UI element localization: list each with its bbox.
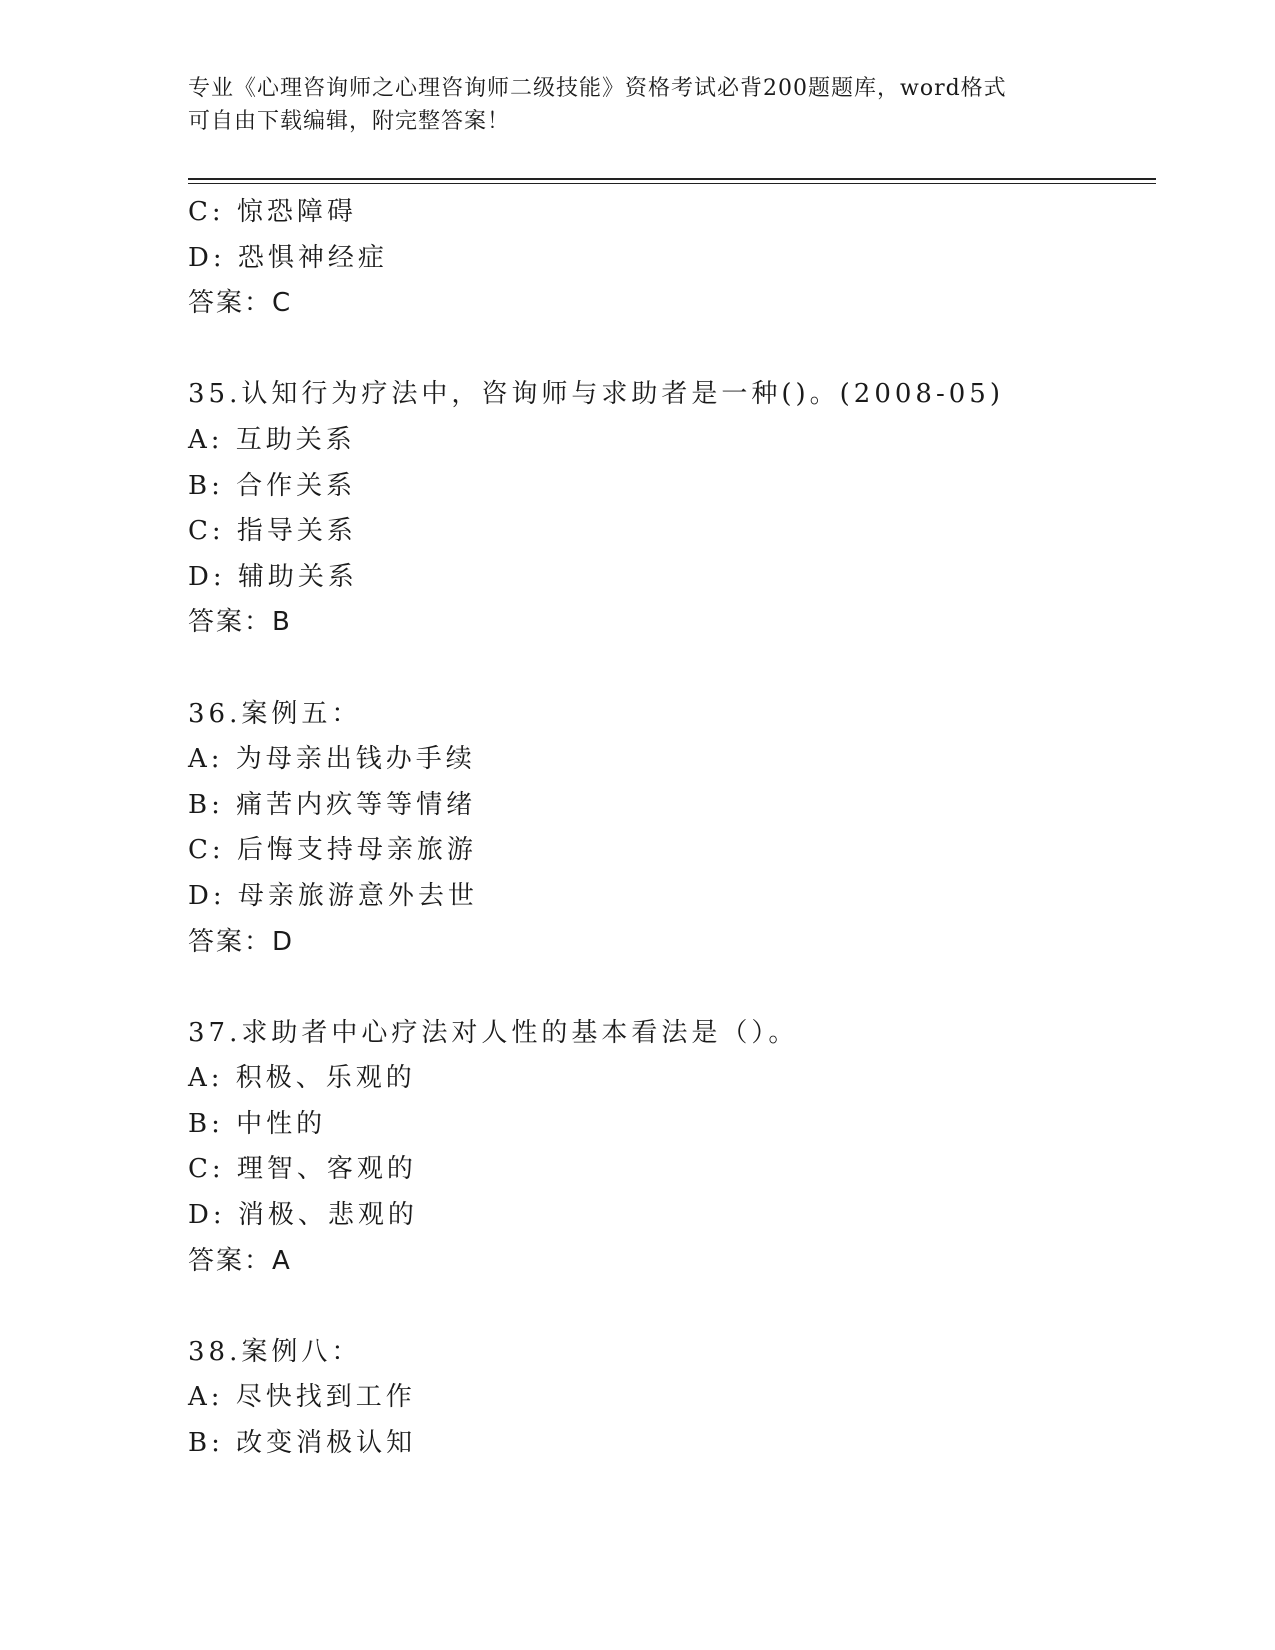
option-line: B: 合作关系 [188, 470, 357, 501]
option-line: C: 后悔支持母亲旅游 [188, 835, 477, 866]
spacer [188, 965, 1156, 1011]
option-line: A: 积极、乐观的 [188, 1063, 416, 1094]
option-line: A: 为母亲出钱办手续 [188, 744, 476, 775]
question-stem: 35.认知行为疗法中，咨询师与求助者是一种()。(2008-05) [188, 379, 1004, 410]
answer-line: 答案：C [188, 288, 293, 319]
spacer [188, 327, 1156, 373]
spacer [188, 1284, 1156, 1330]
option-line: C: 理智、客观的 [188, 1154, 417, 1185]
spacer [188, 646, 1156, 692]
question-stem: 38.案例八： [188, 1336, 362, 1367]
question-list [188, 190, 1156, 1467]
answer-line: 答案：D [188, 926, 295, 957]
option-line: D: 辅助关系 [188, 561, 358, 592]
option-line: D: 恐惧神经症 [188, 242, 388, 273]
option-line: B: 中性的 [188, 1108, 327, 1139]
header-divider-thick [188, 178, 1156, 180]
option-line: C: 指导关系 [188, 516, 357, 547]
question-stem: 37.求助者中心疗法对人性的基本看法是（）。 [188, 1017, 799, 1048]
answer-line: 答案：B [188, 607, 292, 638]
header-divider-thin [188, 183, 1156, 184]
option-line: D: 消极、悲观的 [188, 1200, 418, 1231]
answer-line: 答案：A [188, 1245, 292, 1276]
option-line: A: 互助关系 [188, 424, 356, 455]
option-line: D: 母亲旅游意外去世 [188, 880, 478, 911]
question-stem: 36.案例五： [188, 698, 362, 729]
option-line: B: 痛苦内疚等等情绪 [188, 789, 477, 820]
header-title-line-1: 专业《心理咨询师之心理咨询师二级技能》资格考试必背200题题库，word格式 [188, 76, 1007, 101]
option-line: C: 惊恐障碍 [188, 197, 357, 227]
header-title-line-2: 可自由下载编辑，附完整答案！ [188, 109, 511, 134]
option-line: B: 改变消极认知 [188, 1428, 417, 1459]
option-line: A: 尽快找到工作 [188, 1382, 416, 1413]
document-header [188, 72, 1088, 138]
